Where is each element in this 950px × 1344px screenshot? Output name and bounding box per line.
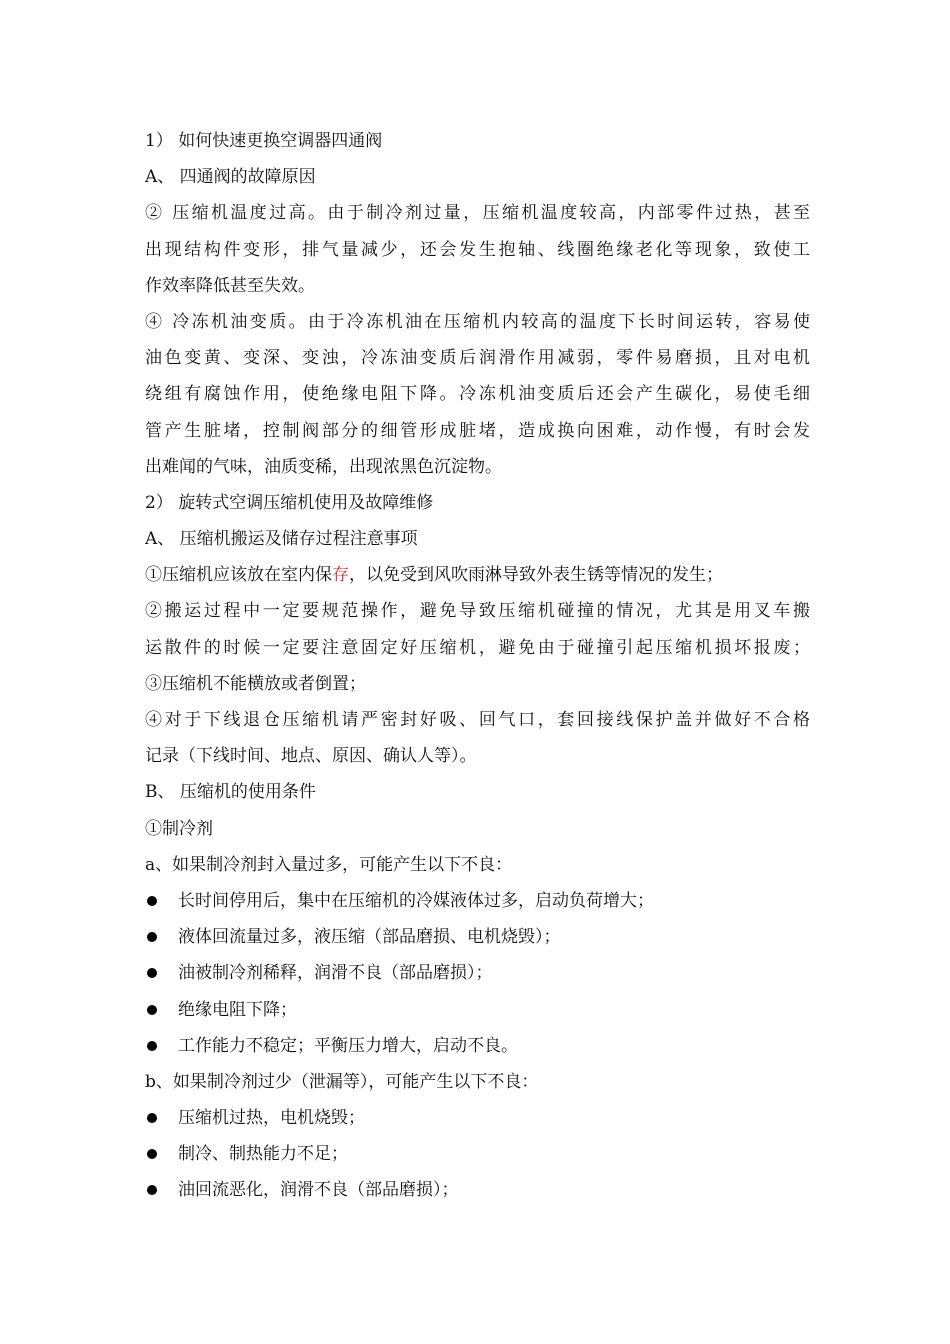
bullet-text: 绝缘电阻下降； [178,999,297,1020]
text-line: 记录（下线时间、地点、原因、确认人等）。 [145,746,477,767]
bullet-text: 长时间停用后，集中在压缩机的冷媒液体过多，启动负荷增大； [178,890,654,911]
text-line: 作效率降低甚至失效。 [145,275,315,296]
text-line: 运散件的时候一定要注意固定好压缩机，避免由于碰撞引起压缩机损坏报废； [145,637,810,658]
text-line: b、如果制冷剂过少（泄漏等），可能产生以下不良： [145,1071,539,1092]
bullet-dot-icon [147,1149,157,1159]
text-line: 油色变黄、变深、变浊，冷冻油变质后润滑作用减弱，零件易磨损，且对电机 [145,348,810,369]
highlighted-char: 存 [332,565,349,586]
text-line: 管产生脏堵，控制阀部分的细管形成脏堵，造成换向困难，动作慢，有时会发 [145,420,810,441]
text-line: A、 压缩机搬运及储存过程注意事项 [145,529,418,550]
text-segment: ，以免受到风吹雨淋导致外表生锈等情况的发生； [349,565,723,586]
text-line: ④ 冷冻机油变质。由于冷冻机油在压缩机内较高的温度下长时间运转，容易使 [145,311,810,332]
bullet-text: 液体回流量过多，液压缩（部品磨损、电机烧毁）； [178,927,561,948]
bullet-dot-icon [147,1041,157,1051]
bullet-text: 油被制冷剂稀释，润滑不良（部品磨损）； [178,963,493,984]
text-line: ④对于下线退仓压缩机请严密封好吸、回气口，套回接线保护盖并做好不合格 [145,710,810,730]
bullet-dot-icon [147,968,157,978]
document-page [145,123,810,1209]
text-line: ③压缩机不能横放或者倒置； [145,673,366,694]
bullet-dot-icon [147,932,157,942]
bullet-dot-icon [147,1005,157,1015]
bullet-text: 工作能力不稳定；平衡压力增大，启动不良。 [178,1035,518,1056]
text-line: ② 压缩机温度过高。由于制冷剂过量，压缩机温度较高，内部零件过热，甚至 [145,203,810,224]
bullet-dot-icon [147,1113,157,1123]
text-line: ②搬运过程中一定要规范操作，避免导致压缩机碰撞的情况，尤其是用叉车搬 [145,601,810,622]
bullet-item [145,955,810,991]
text-line [145,557,810,593]
text-segment: ①压缩机应该放在室内保 [145,565,332,586]
bullet-item [145,992,810,1028]
text-line: A、 四通阀的故障原因 [145,167,316,188]
bullet-text: 制冷、制热能力不足； [178,1144,348,1165]
bullet-text: 压缩机过热，电机烧毁； [178,1108,365,1129]
bullet-item [145,1100,810,1136]
text-line: 出难闻的气味，油质变稀，出现浓黑色沉淀物。 [145,456,502,477]
text-line: a、如果制冷剂封入量过多，可能产生以下不良： [145,854,513,875]
text-line: ①制冷剂 [145,818,213,839]
text-line: 出现结构件变形，排气量减少，还会发生抱轴、线圈绝缘老化等现象，致使工 [145,239,810,260]
text-line: 绕组有腐蚀作用，使绝缘电阻下降。冷冻机油变质后还会产生碳化，易使毛细 [145,384,810,405]
bullet-item [145,1136,810,1172]
bullet-item [145,919,810,955]
text-line: B、 压缩机的使用条件 [145,782,316,803]
bullet-dot-icon [147,1185,157,1195]
bullet-item [145,1172,810,1208]
text-line: 2） 旋转式空调压缩机使用及故障维修 [145,492,434,513]
bullet-item [145,883,810,919]
bullet-text: 油回流恶化，润滑不良（部品磨损）； [178,1180,459,1201]
bullet-dot-icon [147,896,157,906]
text-line: 1） 如何快速更换空调器四通阀 [145,131,383,151]
bullet-item [145,1028,810,1064]
